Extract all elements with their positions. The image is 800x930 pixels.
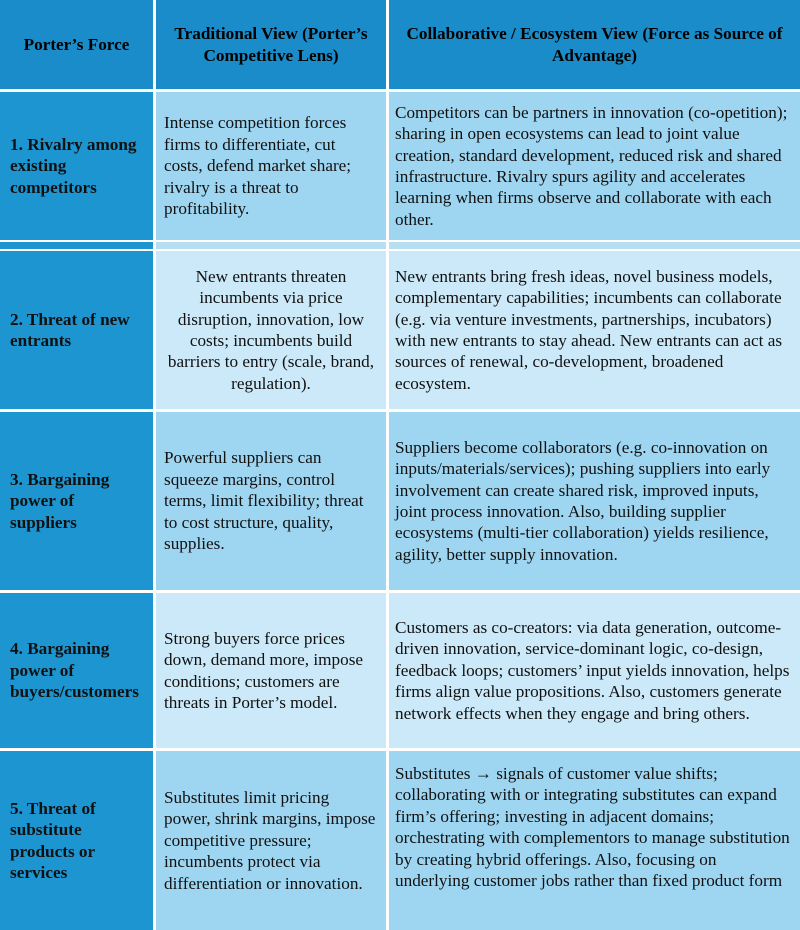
row-gap xyxy=(156,242,386,249)
row-2-force: 2. Threat of new entrants xyxy=(0,251,153,409)
row-gap xyxy=(0,242,153,249)
row-2-collaborative: New entrants bring fresh ideas, novel business models, complementary capabilities; incumbents can collaborate (e.g. via venture investments, partnerships, incubators) with new entrants to stay ahead. New entrants can act as sources of renewal, co-development, broadened ecosystem. xyxy=(389,251,800,409)
row-1-traditional: Intense competition forces firms to differentiate, cut costs, defend market share; rivalry is a threat to profitability. xyxy=(156,92,386,240)
row-1-collaborative: Competitors can be partners in innovation (co-opetition); sharing in open ecosystems can lead to joint value creation, standard development, reduced risk and shared infrastructure. Rivalry spurs agility and accelerates learning when firms observe and collaborate with each other. xyxy=(389,92,800,240)
header-collaborative: Collaborative / Ecosystem View (Force as Source of Advantage) xyxy=(389,0,800,89)
row-gap xyxy=(389,242,800,249)
header-traditional: Traditional View (Porter’s Competitive Lens) xyxy=(156,0,386,89)
row-3-force: 3. Bargaining power of suppliers xyxy=(0,412,153,590)
row-5-traditional: Substitutes limit pricing power, shrink margins, impose competitive pressure; incumbents protect via differentiation or innovation. xyxy=(156,751,386,930)
row-1-force: 1. Rivalry among existing competitors xyxy=(0,92,153,240)
row-4-traditional: Strong buyers force prices down, demand more, impose conditions; customers are threats in Porter’s model. xyxy=(156,593,386,748)
row-4-collaborative: Customers as co-creators: via data generation, outcome-driven innovation, service-dominant logic, co-design, feedback loops; customers’ input yields innovation, helps firms align value propositions. Also, customers generate network effects when they engage and bring others. xyxy=(389,593,800,748)
row-3-traditional: Powerful suppliers can squeeze margins, control terms, limit flexibility; threat to cost structure, quality, supplies. xyxy=(156,412,386,590)
row-4-force: 4. Bargaining power of buyers/customers xyxy=(0,593,153,748)
row-5-collaborative: Substitutes → signals of customer value shifts; collaborating with or integrating substitutes can expand firm’s offering; investing in adjacent domains; orchestrating with complementors to manage substitution by creating hybrid offerings. Also, focusing on underlying customer jobs rather than fixed product form xyxy=(389,751,800,930)
row-2-traditional: New entrants threaten incumbents via price disruption, innovation, low costs; incumbents build barriers to entry (scale, brand, regulation). xyxy=(156,251,386,409)
row-3-collaborative: Suppliers become collaborators (e.g. co-innovation on inputs/materials/services); pushing suppliers into early involvement can create shared risk, improved inputs, joint process innovation. Also, building supplier ecosystems (multi-tier collaboration) yields resilience, agility, better supply innovation. xyxy=(389,412,800,590)
row-5-force: 5. Threat of substitute products or services xyxy=(0,751,153,930)
header-force: Porter’s Force xyxy=(0,0,153,89)
